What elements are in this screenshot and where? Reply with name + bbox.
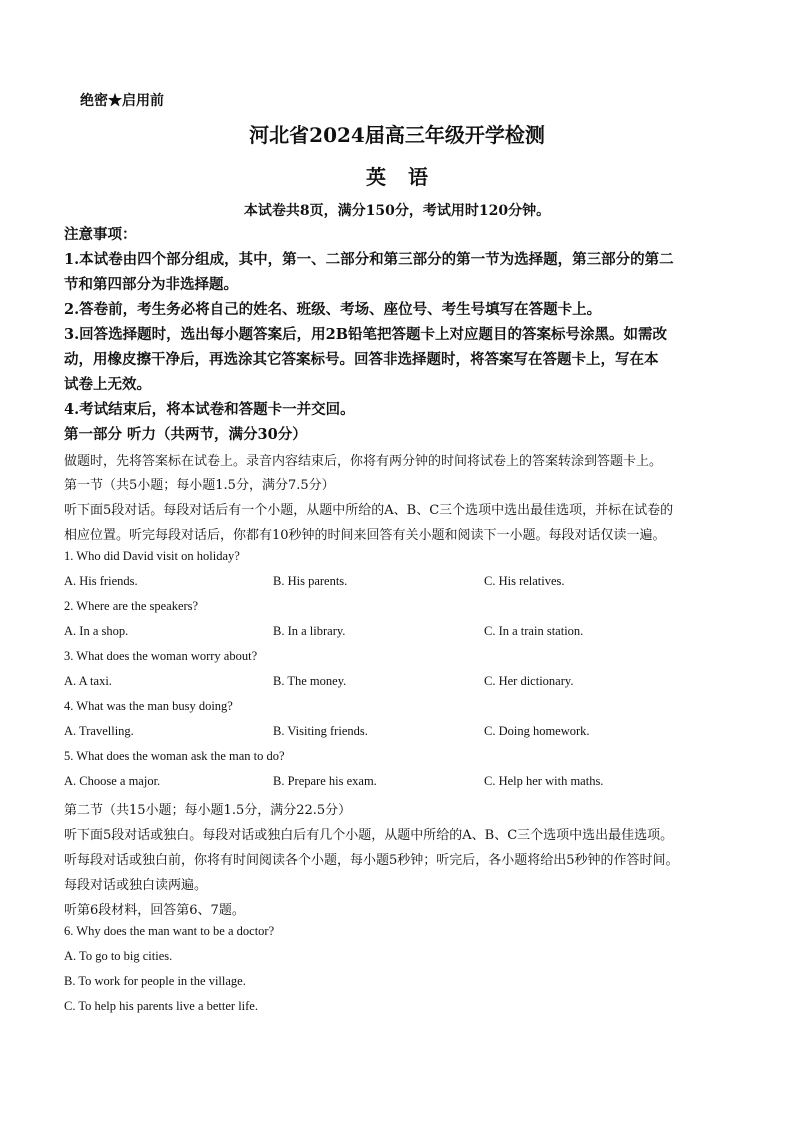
secret-mark: 绝密★启用前 (80, 93, 164, 109)
notice-line: 节和第四部分为非选择题。 (64, 276, 238, 293)
notice-heading: 注意事项： (64, 226, 137, 243)
option-b: B. The money. (273, 674, 347, 688)
option-c: C. Help her with maths. (484, 774, 604, 788)
section1-heading: 第一节（共5小题；每小题1.5分，满分7.5分） (64, 478, 335, 493)
question-stem: 3. What does the woman worry about? (64, 649, 258, 663)
section2-instruction: 听每段对话或独白前，你将有时间阅读各个小题，每小题5秒钟；听完后，各小题将给出5秒钟的作答时间。 (64, 853, 679, 868)
option-a: A. His friends. (64, 574, 138, 588)
option-a: A. A taxi. (64, 674, 112, 688)
notice-line: 3.回答选择题时，选出每小题答案后，用2B铅笔把答题卡上对应题目的答案标号涂黑。如需改 (64, 326, 667, 343)
option-b: B. Prepare his exam. (273, 774, 377, 788)
option-a: A. To go to big cities. (64, 949, 173, 963)
question-stem: 2. Where are the speakers? (64, 599, 199, 613)
option-c: C. Doing homework. (484, 724, 590, 738)
section1-instruction: 听下面5段对话。每段对话后有一个小题，从题中所给的A、B、C三个选项中选出最佳选项，并标在试卷的 (64, 503, 674, 518)
option-a: A. Travelling. (64, 724, 134, 738)
subject-title: 英语 (366, 165, 450, 189)
section2-instruction: 听下面5段对话或独白。每段对话或独白后有几个小题，从题中所给的A、B、C三个选项中选出最佳选项。 (64, 828, 674, 843)
question-stem: 6. Why does the man want to be a doctor? (64, 924, 275, 938)
notice-line: 2.答卷前，考生务必将自己的姓名、班级、考场、座位号、考生号填写在答题卡上。 (64, 301, 602, 318)
option-c: C. His relatives. (484, 574, 565, 588)
option-b: B. His parents. (273, 574, 348, 588)
option-c: C. Her dictionary. (484, 674, 574, 688)
part1-heading: 第一部分 听力（共两节，满分30分） (64, 426, 307, 443)
option-b: B. To work for people in the village. (64, 974, 246, 988)
question-stem: 4. What was the man busy doing? (64, 699, 233, 713)
notice-line: 1.本试卷由四个部分组成，其中，第一、二部分和第三部分的第一节为选择题，第三部分的第二 (64, 251, 674, 268)
exam-info: 本试卷共8页，满分150分，考试用时120分钟。 (243, 203, 551, 219)
section1-instruction: 相应位置。听完每段对话后，你都有10秒钟的时间来回答有关小题和阅读下一小题。每段对话仅读一遍。 (64, 528, 666, 543)
option-c: C. To help his parents live a better life. (64, 999, 258, 1013)
section2-instruction: 每段对话或独白读两遍。 (64, 878, 208, 893)
exam-title: 河北省2024届高三年级开学检测 (249, 123, 545, 147)
notice-line: 试卷上无效。 (64, 376, 151, 393)
option-b: B. In a library. (273, 624, 346, 638)
option-a: A. Choose a major. (64, 774, 161, 788)
section2-heading: 第二节（共15小题；每小题1.5分，满分22.5分） (64, 803, 352, 818)
option-c: C. In a train station. (484, 624, 584, 638)
option-a: A. In a shop. (64, 624, 129, 638)
part1-intro: 做题时，先将答案标在试卷上。录音内容结束后，你将有两分钟的时间将试卷上的答案转涂到答题卡上。 (64, 454, 663, 469)
notice-line: 动，用橡皮擦干净后，再选涂其它答案标号。回答非选择题时，将答案写在答题卡上，写在本 (64, 351, 659, 368)
question-stem: 1. Who did David visit on holiday? (64, 549, 240, 563)
option-b: B. Visiting friends. (273, 724, 368, 738)
material-note: 听第6段材料，回答第6、7题。 (64, 903, 245, 918)
notice-line: 4.考试结束后，将本试卷和答题卡一并交回。 (64, 401, 355, 418)
question-stem: 5. What does the woman ask the man to do? (64, 749, 285, 763)
